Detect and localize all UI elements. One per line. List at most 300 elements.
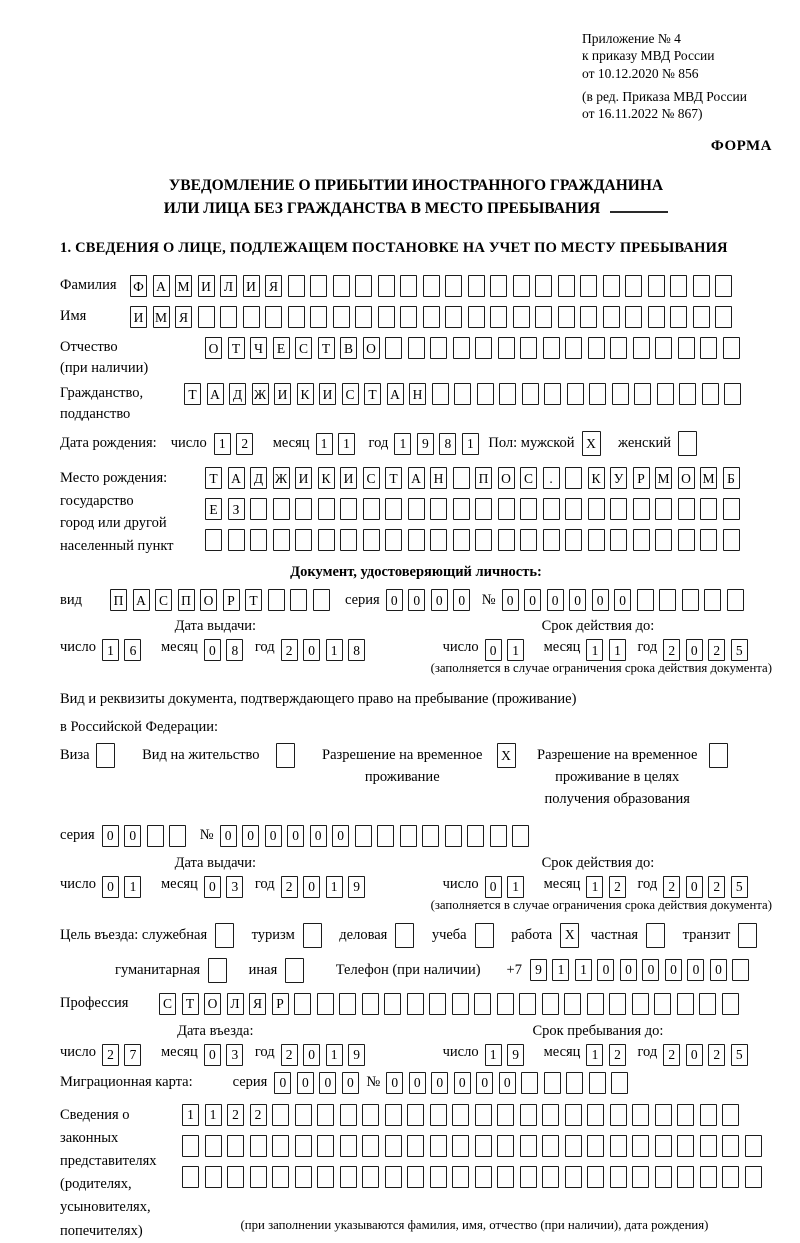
char-cell[interactable]: 1 <box>586 876 603 898</box>
char-cell[interactable]: Н <box>409 383 426 405</box>
char-cell[interactable]: 1 <box>575 959 592 981</box>
char-cell[interactable] <box>700 1166 717 1188</box>
char-cell[interactable] <box>637 589 654 611</box>
char-cell[interactable]: Р <box>633 467 650 489</box>
char-cell[interactable]: 1 <box>316 433 333 455</box>
char-cell[interactable]: Т <box>318 337 335 359</box>
char-cell[interactable] <box>453 467 470 489</box>
char-cell[interactable]: 0 <box>342 1072 359 1094</box>
identity-issue-month[interactable] <box>204 639 249 661</box>
identity-doc-number-boxes[interactable] <box>502 589 750 611</box>
char-cell[interactable] <box>693 306 710 328</box>
char-cell[interactable]: Т <box>205 467 222 489</box>
char-cell[interactable] <box>430 1104 447 1126</box>
char-cell[interactable] <box>295 529 312 551</box>
char-cell[interactable]: X <box>560 923 579 948</box>
char-cell[interactable] <box>565 1166 582 1188</box>
char-cell[interactable] <box>700 498 717 520</box>
char-cell[interactable] <box>208 958 227 983</box>
char-cell[interactable] <box>678 529 695 551</box>
char-cell[interactable]: 0 <box>310 825 327 847</box>
char-cell[interactable] <box>612 383 629 405</box>
char-cell[interactable] <box>497 1135 514 1157</box>
char-cell[interactable]: . <box>543 467 560 489</box>
char-cell[interactable] <box>385 1104 402 1126</box>
char-cell[interactable]: К <box>297 383 314 405</box>
surname-boxes[interactable] <box>130 275 738 297</box>
char-cell[interactable] <box>340 1135 357 1157</box>
residence-permit-checkbox[interactable] <box>276 743 301 768</box>
char-cell[interactable]: 1 <box>507 639 524 661</box>
char-cell[interactable] <box>220 306 237 328</box>
char-cell[interactable] <box>452 1135 469 1157</box>
char-cell[interactable] <box>385 1166 402 1188</box>
char-cell[interactable]: Т <box>184 383 201 405</box>
char-cell[interactable] <box>723 498 740 520</box>
char-cell[interactable]: И <box>340 467 357 489</box>
char-cell[interactable] <box>490 306 507 328</box>
char-cell[interactable] <box>588 529 605 551</box>
char-cell[interactable] <box>407 1104 424 1126</box>
char-cell[interactable] <box>587 1104 604 1126</box>
sex-female-checkbox[interactable] <box>678 431 703 456</box>
char-cell[interactable]: 0 <box>686 639 703 661</box>
char-cell[interactable] <box>610 1166 627 1188</box>
char-cell[interactable]: О <box>200 589 217 611</box>
char-cell[interactable] <box>700 337 717 359</box>
char-cell[interactable] <box>655 498 672 520</box>
char-cell[interactable]: Н <box>430 467 447 489</box>
char-cell[interactable]: А <box>408 467 425 489</box>
char-cell[interactable]: 1 <box>586 639 603 661</box>
visa-checkbox[interactable] <box>96 743 121 768</box>
char-cell[interactable]: Т <box>228 337 245 359</box>
char-cell[interactable] <box>295 1104 312 1126</box>
char-cell[interactable] <box>422 825 439 847</box>
char-cell[interactable]: 1 <box>609 639 626 661</box>
residence-issue-month[interactable] <box>204 876 249 898</box>
char-cell[interactable]: М <box>700 467 717 489</box>
char-cell[interactable] <box>363 529 380 551</box>
char-cell[interactable] <box>272 1166 289 1188</box>
char-cell[interactable]: 0 <box>454 1072 471 1094</box>
char-cell[interactable] <box>272 1135 289 1157</box>
char-cell[interactable] <box>340 1166 357 1188</box>
char-cell[interactable]: 0 <box>476 1072 493 1094</box>
char-cell[interactable]: 0 <box>409 1072 426 1094</box>
char-cell[interactable] <box>205 529 222 551</box>
char-cell[interactable] <box>317 1104 334 1126</box>
char-cell[interactable]: П <box>475 467 492 489</box>
char-cell[interactable] <box>632 1166 649 1188</box>
char-cell[interactable] <box>215 923 234 948</box>
char-cell[interactable] <box>603 275 620 297</box>
char-cell[interactable] <box>738 923 757 948</box>
char-cell[interactable] <box>454 383 471 405</box>
char-cell[interactable] <box>362 1104 379 1126</box>
char-cell[interactable]: 0 <box>204 639 221 661</box>
char-cell[interactable] <box>646 923 665 948</box>
char-cell[interactable] <box>400 275 417 297</box>
char-cell[interactable] <box>587 993 604 1015</box>
char-cell[interactable] <box>250 1135 267 1157</box>
char-cell[interactable] <box>709 743 728 768</box>
char-cell[interactable] <box>384 993 401 1015</box>
profession-boxes[interactable] <box>159 993 744 1015</box>
char-cell[interactable] <box>362 993 379 1015</box>
char-cell[interactable] <box>497 1166 514 1188</box>
char-cell[interactable] <box>682 589 699 611</box>
char-cell[interactable] <box>303 923 322 948</box>
purpose-study-checkbox[interactable] <box>475 923 500 948</box>
char-cell[interactable] <box>310 306 327 328</box>
char-cell[interactable]: 2 <box>708 876 725 898</box>
char-cell[interactable] <box>567 383 584 405</box>
char-cell[interactable]: Я <box>175 306 192 328</box>
char-cell[interactable] <box>227 1166 244 1188</box>
char-cell[interactable] <box>294 993 311 1015</box>
char-cell[interactable]: С <box>363 467 380 489</box>
char-cell[interactable] <box>250 529 267 551</box>
char-cell[interactable]: 0 <box>614 589 631 611</box>
char-cell[interactable]: О <box>678 467 695 489</box>
char-cell[interactable]: 2 <box>281 1044 298 1066</box>
char-cell[interactable]: 1 <box>326 876 343 898</box>
char-cell[interactable] <box>430 337 447 359</box>
char-cell[interactable]: П <box>110 589 127 611</box>
char-cell[interactable]: 0 <box>386 589 403 611</box>
char-cell[interactable] <box>430 529 447 551</box>
char-cell[interactable] <box>362 1135 379 1157</box>
char-cell[interactable]: 9 <box>530 959 547 981</box>
char-cell[interactable] <box>657 383 674 405</box>
char-cell[interactable] <box>147 825 164 847</box>
char-cell[interactable] <box>535 306 552 328</box>
char-cell[interactable] <box>377 825 394 847</box>
char-cell[interactable]: 0 <box>485 876 502 898</box>
char-cell[interactable] <box>423 306 440 328</box>
char-cell[interactable]: Т <box>182 993 199 1015</box>
char-cell[interactable]: С <box>520 467 537 489</box>
citizenship-boxes[interactable] <box>184 383 747 405</box>
char-cell[interactable]: Б <box>723 467 740 489</box>
char-cell[interactable] <box>565 529 582 551</box>
char-cell[interactable] <box>715 306 732 328</box>
char-cell[interactable]: 0 <box>431 1072 448 1094</box>
char-cell[interactable]: 1 <box>552 959 569 981</box>
char-cell[interactable] <box>452 1104 469 1126</box>
char-cell[interactable] <box>693 275 710 297</box>
char-cell[interactable] <box>632 1135 649 1157</box>
char-cell[interactable] <box>659 589 676 611</box>
char-cell[interactable]: 9 <box>417 433 434 455</box>
char-cell[interactable] <box>655 337 672 359</box>
identity-issue-day[interactable] <box>102 639 147 661</box>
char-cell[interactable] <box>295 498 312 520</box>
char-cell[interactable] <box>475 923 494 948</box>
char-cell[interactable] <box>745 1135 762 1157</box>
temp-residence-education-checkbox[interactable] <box>709 743 734 768</box>
char-cell[interactable] <box>276 743 295 768</box>
char-cell[interactable]: Е <box>205 498 222 520</box>
char-cell[interactable]: 0 <box>524 589 541 611</box>
char-cell[interactable]: О <box>363 337 380 359</box>
char-cell[interactable] <box>632 1104 649 1126</box>
char-cell[interactable]: 5 <box>731 639 748 661</box>
char-cell[interactable] <box>543 337 560 359</box>
stay-month[interactable] <box>586 1044 631 1066</box>
char-cell[interactable] <box>580 275 597 297</box>
residence-valid-month[interactable] <box>586 876 631 898</box>
stay-year[interactable] <box>663 1044 753 1066</box>
char-cell[interactable]: С <box>155 589 172 611</box>
char-cell[interactable] <box>497 1104 514 1126</box>
char-cell[interactable]: О <box>204 993 221 1015</box>
char-cell[interactable]: 0 <box>453 589 470 611</box>
char-cell[interactable]: З <box>228 498 245 520</box>
char-cell[interactable] <box>519 993 536 1015</box>
birth-day-boxes[interactable] <box>214 433 259 455</box>
char-cell[interactable]: А <box>207 383 224 405</box>
char-cell[interactable]: В <box>340 337 357 359</box>
char-cell[interactable] <box>318 529 335 551</box>
char-cell[interactable] <box>362 1166 379 1188</box>
char-cell[interactable] <box>205 1166 222 1188</box>
char-cell[interactable]: 0 <box>687 959 704 981</box>
char-cell[interactable] <box>452 1166 469 1188</box>
char-cell[interactable] <box>648 306 665 328</box>
char-cell[interactable]: 0 <box>303 1044 320 1066</box>
char-cell[interactable] <box>400 825 417 847</box>
purpose-tourism-checkbox[interactable] <box>303 923 328 948</box>
char-cell[interactable] <box>432 383 449 405</box>
char-cell[interactable] <box>355 306 372 328</box>
char-cell[interactable]: 0 <box>502 589 519 611</box>
char-cell[interactable]: 0 <box>303 639 320 661</box>
char-cell[interactable]: Ф <box>130 275 147 297</box>
char-cell[interactable]: М <box>175 275 192 297</box>
char-cell[interactable]: 1 <box>214 433 231 455</box>
char-cell[interactable] <box>497 993 514 1015</box>
char-cell[interactable]: 2 <box>708 639 725 661</box>
char-cell[interactable] <box>363 498 380 520</box>
birth-month-boxes[interactable] <box>316 433 361 455</box>
char-cell[interactable]: О <box>205 337 222 359</box>
char-cell[interactable] <box>452 993 469 1015</box>
char-cell[interactable] <box>318 498 335 520</box>
char-cell[interactable] <box>565 1135 582 1157</box>
char-cell[interactable]: И <box>274 383 291 405</box>
char-cell[interactable] <box>723 337 740 359</box>
char-cell[interactable] <box>475 1135 492 1157</box>
char-cell[interactable] <box>565 467 582 489</box>
char-cell[interactable]: 2 <box>236 433 253 455</box>
char-cell[interactable] <box>182 1166 199 1188</box>
char-cell[interactable] <box>227 1135 244 1157</box>
char-cell[interactable]: К <box>588 467 605 489</box>
char-cell[interactable]: 7 <box>124 1044 141 1066</box>
purpose-official-checkbox[interactable] <box>215 923 240 948</box>
char-cell[interactable] <box>407 1135 424 1157</box>
char-cell[interactable] <box>198 306 215 328</box>
char-cell[interactable] <box>395 923 414 948</box>
char-cell[interactable] <box>512 825 529 847</box>
char-cell[interactable] <box>498 337 515 359</box>
char-cell[interactable]: 0 <box>102 825 119 847</box>
char-cell[interactable] <box>588 337 605 359</box>
char-cell[interactable] <box>408 337 425 359</box>
char-cell[interactable]: К <box>318 467 335 489</box>
purpose-work-checkbox[interactable] <box>560 923 585 948</box>
char-cell[interactable] <box>385 498 402 520</box>
patronymic-boxes[interactable] <box>205 337 745 359</box>
char-cell[interactable]: Т <box>245 589 262 611</box>
char-cell[interactable]: 1 <box>507 876 524 898</box>
char-cell[interactable]: 2 <box>609 876 626 898</box>
char-cell[interactable]: 0 <box>287 825 304 847</box>
char-cell[interactable] <box>333 306 350 328</box>
char-cell[interactable] <box>678 498 695 520</box>
char-cell[interactable]: 0 <box>220 825 237 847</box>
char-cell[interactable] <box>445 275 462 297</box>
char-cell[interactable]: А <box>387 383 404 405</box>
char-cell[interactable] <box>169 825 186 847</box>
char-cell[interactable] <box>295 1135 312 1157</box>
char-cell[interactable] <box>265 306 282 328</box>
char-cell[interactable] <box>250 498 267 520</box>
char-cell[interactable] <box>677 1104 694 1126</box>
char-cell[interactable] <box>490 275 507 297</box>
char-cell[interactable] <box>558 306 575 328</box>
char-cell[interactable]: М <box>655 467 672 489</box>
migration-number-boxes[interactable] <box>386 1072 634 1094</box>
char-cell[interactable]: П <box>178 589 195 611</box>
char-cell[interactable] <box>520 1104 537 1126</box>
identity-valid-year[interactable] <box>663 639 753 661</box>
char-cell[interactable]: 1 <box>462 433 479 455</box>
char-cell[interactable]: У <box>610 467 627 489</box>
char-cell[interactable] <box>610 498 627 520</box>
char-cell[interactable] <box>475 498 492 520</box>
char-cell[interactable]: 5 <box>731 876 748 898</box>
char-cell[interactable] <box>407 993 424 1015</box>
residence-issue-day[interactable] <box>102 876 147 898</box>
char-cell[interactable]: 1 <box>326 639 343 661</box>
char-cell[interactable] <box>543 498 560 520</box>
char-cell[interactable] <box>430 1135 447 1157</box>
char-cell[interactable]: С <box>295 337 312 359</box>
char-cell[interactable] <box>542 1166 559 1188</box>
char-cell[interactable]: Р <box>223 589 240 611</box>
char-cell[interactable] <box>513 306 530 328</box>
representatives-row3-boxes[interactable] <box>182 1166 767 1188</box>
char-cell[interactable] <box>609 993 626 1015</box>
char-cell[interactable]: 0 <box>485 639 502 661</box>
char-cell[interactable] <box>715 275 732 297</box>
char-cell[interactable] <box>378 306 395 328</box>
char-cell[interactable]: Л <box>220 275 237 297</box>
char-cell[interactable]: 1 <box>485 1044 502 1066</box>
char-cell[interactable] <box>564 993 581 1015</box>
birth-year-boxes[interactable] <box>394 433 484 455</box>
char-cell[interactable] <box>722 1104 739 1126</box>
char-cell[interactable] <box>655 1166 672 1188</box>
char-cell[interactable]: 2 <box>663 639 680 661</box>
identity-issue-year[interactable] <box>281 639 371 661</box>
char-cell[interactable] <box>333 275 350 297</box>
birthplace-row3-boxes[interactable] <box>205 529 745 551</box>
purpose-other-checkbox[interactable] <box>285 958 310 983</box>
purpose-transit-checkbox[interactable] <box>738 923 763 948</box>
char-cell[interactable]: И <box>295 467 312 489</box>
char-cell[interactable]: Т <box>385 467 402 489</box>
char-cell[interactable] <box>521 1072 538 1094</box>
char-cell[interactable] <box>745 1166 762 1188</box>
char-cell[interactable]: С <box>342 383 359 405</box>
char-cell[interactable] <box>407 1166 424 1188</box>
char-cell[interactable] <box>565 1104 582 1126</box>
char-cell[interactable]: 0 <box>265 825 282 847</box>
char-cell[interactable] <box>699 993 716 1015</box>
residence-valid-day[interactable] <box>485 876 530 898</box>
char-cell[interactable] <box>625 275 642 297</box>
char-cell[interactable] <box>633 337 650 359</box>
char-cell[interactable] <box>273 529 290 551</box>
char-cell[interactable] <box>679 383 696 405</box>
char-cell[interactable] <box>429 993 446 1015</box>
char-cell[interactable]: 2 <box>609 1044 626 1066</box>
char-cell[interactable] <box>722 1166 739 1188</box>
char-cell[interactable] <box>339 993 356 1015</box>
char-cell[interactable]: 0 <box>408 589 425 611</box>
char-cell[interactable]: 8 <box>226 639 243 661</box>
char-cell[interactable] <box>96 743 115 768</box>
char-cell[interactable] <box>310 275 327 297</box>
char-cell[interactable] <box>722 993 739 1015</box>
phone-boxes[interactable] <box>530 959 755 981</box>
char-cell[interactable]: 2 <box>281 639 298 661</box>
purpose-private-checkbox[interactable] <box>646 923 671 948</box>
char-cell[interactable]: 9 <box>507 1044 524 1066</box>
birthplace-row1-boxes[interactable] <box>205 467 745 489</box>
birthplace-row2-boxes[interactable] <box>205 498 745 520</box>
char-cell[interactable]: 2 <box>663 876 680 898</box>
char-cell[interactable] <box>355 275 372 297</box>
char-cell[interactable] <box>610 1104 627 1126</box>
char-cell[interactable]: 0 <box>242 825 259 847</box>
char-cell[interactable] <box>700 529 717 551</box>
char-cell[interactable] <box>475 529 492 551</box>
char-cell[interactable] <box>288 306 305 328</box>
char-cell[interactable] <box>610 529 627 551</box>
firstname-boxes[interactable] <box>130 306 738 328</box>
char-cell[interactable]: 0 <box>665 959 682 981</box>
char-cell[interactable] <box>648 275 665 297</box>
char-cell[interactable] <box>535 275 552 297</box>
char-cell[interactable] <box>566 1072 583 1094</box>
char-cell[interactable]: 0 <box>597 959 614 981</box>
representatives-row2-boxes[interactable] <box>182 1135 767 1157</box>
char-cell[interactable] <box>633 529 650 551</box>
char-cell[interactable]: 0 <box>386 1072 403 1094</box>
char-cell[interactable] <box>475 1166 492 1188</box>
char-cell[interactable]: 2 <box>250 1104 267 1126</box>
char-cell[interactable]: Р <box>272 993 289 1015</box>
char-cell[interactable] <box>589 383 606 405</box>
char-cell[interactable] <box>700 1135 717 1157</box>
char-cell[interactable] <box>520 1166 537 1188</box>
char-cell[interactable]: 0 <box>642 959 659 981</box>
